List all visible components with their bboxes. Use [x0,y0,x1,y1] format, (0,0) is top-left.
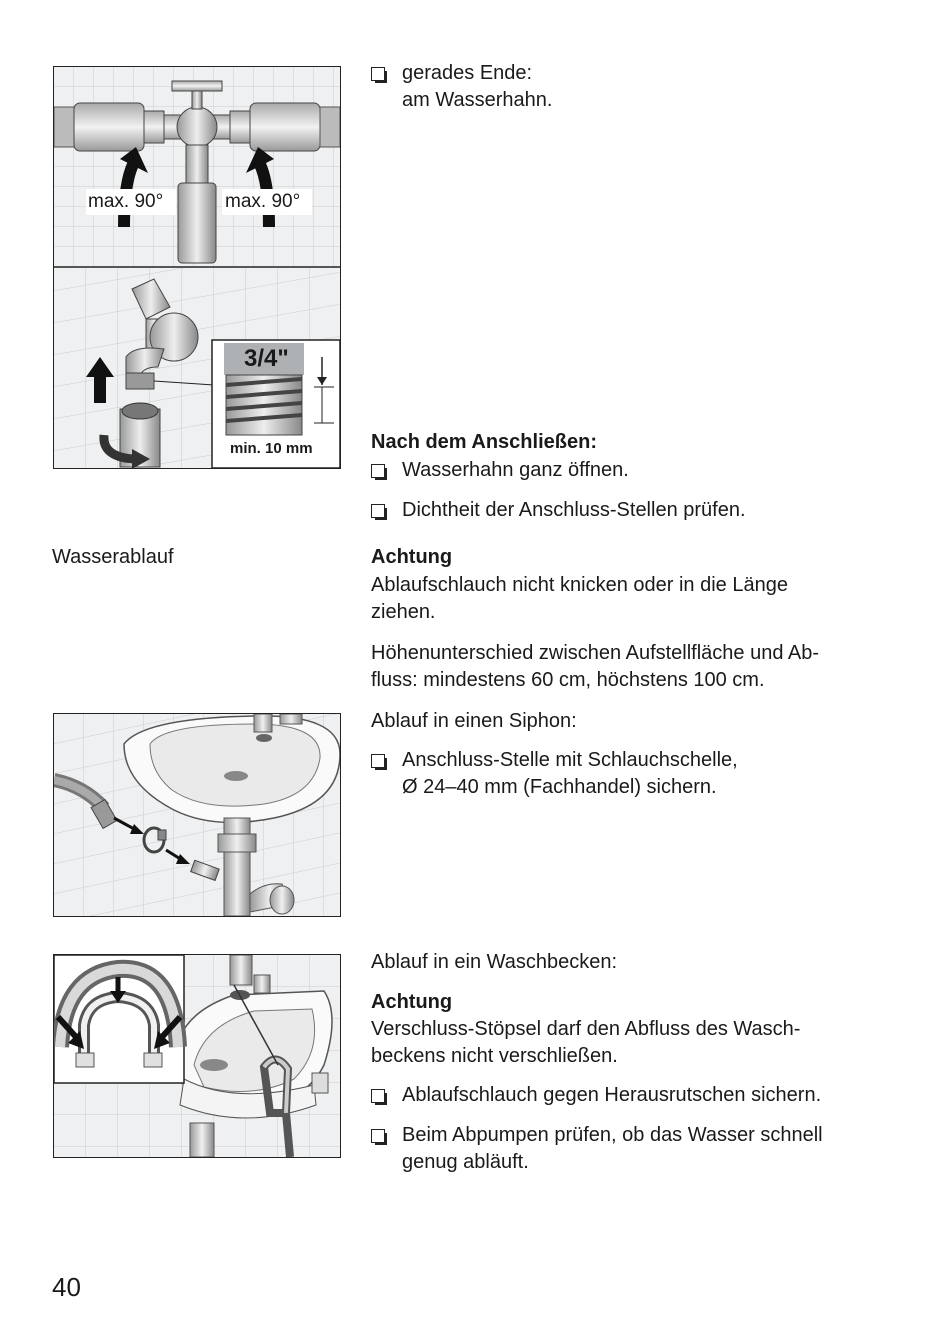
checkbox-icon [371,1129,385,1143]
height-line-1: Höhenunterschied zwischen Aufstellfläche und Ab- [371,642,820,664]
checkbox-icon [371,464,385,478]
straight-end-line-2: am Wasserhahn. [402,89,553,111]
siphon-intro: Ablauf in einen Siphon: [371,710,577,732]
basin-intro: Ablauf in ein Waschbecken: [371,951,618,973]
checkbox-icon [371,504,385,518]
tap-connection-figure [53,66,341,469]
checkbox-icon [371,754,385,768]
after-connect-heading: Nach dem Anschließen: [371,431,597,453]
checkbox-icon [371,1089,385,1103]
thread-size-label: 3/4" [244,345,289,372]
siphon-drain-figure [53,713,341,917]
height-line-2: fluss: mindestens 60 cm, höchstens 100 cm. [371,669,765,691]
min-length-label: min. 10 mm [230,440,313,457]
siphon-item-line-2: Ø 24–40 mm (Fachhandel) sichern. [402,776,717,798]
checkbox-icon [371,67,385,81]
siphon-item-line-1: Anschluss-Stelle mit Schlauchschelle, [402,749,738,771]
caution-title: Achtung [371,546,453,568]
drain-side-label: Wasserablauf [52,546,174,568]
basin-caution-line-1: Verschluss-Stöpsel darf den Abfluss des Wasch- [371,1018,801,1040]
caution-line-1: Ablaufschlauch nicht knicken oder in die Länge [371,574,788,596]
basin-caution-line-2: beckens nicht verschließen. [371,1045,618,1067]
basin-item-1: Ablaufschlauch gegen Herausrutschen sichern. [402,1084,822,1106]
basin-item-2-line-2: genug abläuft. [402,1151,529,1173]
wash-basin-drain-figure [53,954,341,1158]
max-angle-left-label: max. 90° [88,191,164,212]
page-number: 40 [52,1272,81,1302]
basin-caution-title: Achtung [371,991,453,1013]
after-connect-item-2: Dichtheit der Anschluss-Stellen prüfen. [402,499,746,521]
after-connect-item-1: Wasserhahn ganz öffnen. [402,459,629,481]
max-angle-right-label: max. 90° [225,191,301,212]
basin-item-2-line-1: Beim Abpumpen prüfen, ob das Wasser schnell [402,1124,823,1146]
caution-line-2: ziehen. [371,601,436,623]
straight-end-line-1: gerades Ende: [402,62,533,84]
